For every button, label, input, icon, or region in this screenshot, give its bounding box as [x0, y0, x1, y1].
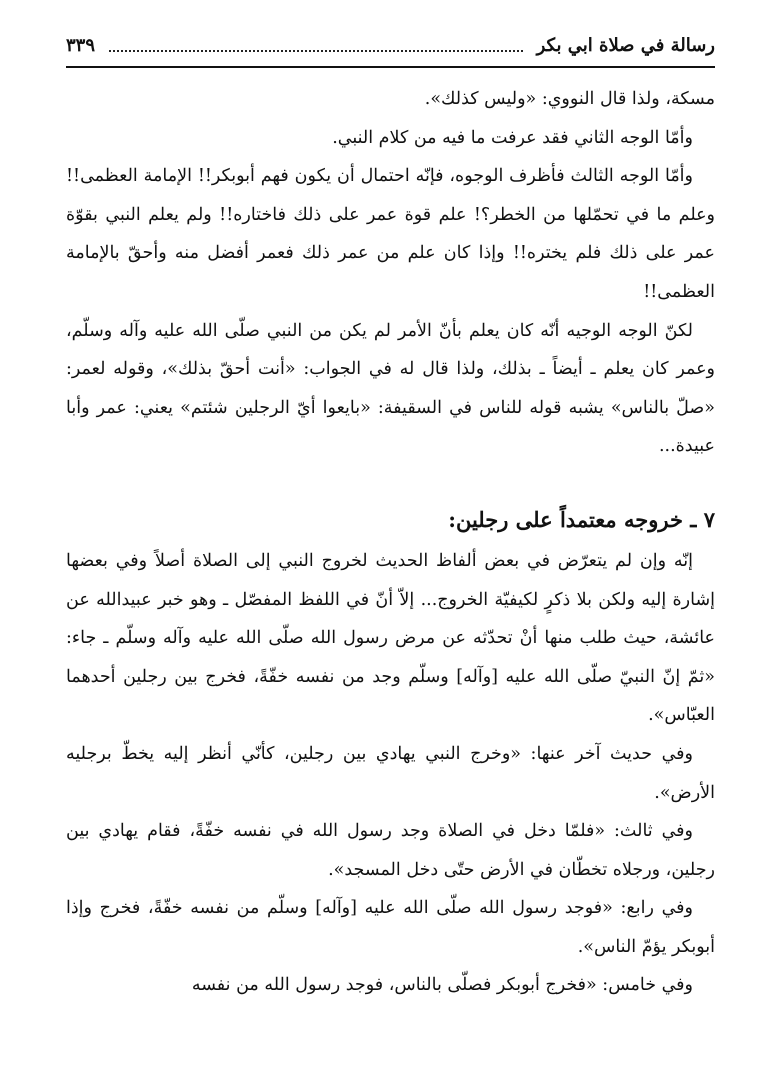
paragraph: وأمّا الوجه الثاني فقد عرفت ما فيه من كلام النبي.	[332, 127, 693, 148]
paragraph: مسكة، ولذا قال النووي: «وليس كذلك».	[424, 89, 715, 109]
paragraph: وفي رابع: «فوجد رسول الله صلّى الله عليه [وآله] وسلّم من نفسه خفّةً، فخرج وإذا أبوبكر يؤمّ الناس».	[66, 898, 715, 957]
paragraph: إنّه وإن لم يتعرّض في بعض ألفاظ الحديث لخروج النبي إلى الصلاة أصلاً وفي بعضها إشارة إليه ولكن بلا ذكرٍ لكيفيّة الخروج... إلاّ أنّ في اللفظ المفصّل ـ وهو خبر عبيدالله عن عائشة، حيث طلب منها أنْ تحدّثه عن مرض رسول الله صلّى الله عليه وآله وسلّم ـ جاء: «ثمّ إنّ النبيّ صلّى الله عليه [وآله] وسلّم وجد من نفسه خفّةً، فخرج بين رجلين أحدهما العبّاس».	[66, 550, 715, 726]
running-header	[66, 28, 715, 62]
paragraph: وفي خامس: «فخرج أبوبكر فصلّى بالناس، فوجد رسول الله من نفسه	[191, 975, 693, 996]
paragraph: وفي ثالث: «فلمّا دخل في الصلاة وجد رسول الله في نفسه خفّةً، فقام يهادي بين رجلين، ورجلاه تخطّان في الأرض حتّى دخل المسجد».	[66, 821, 715, 880]
header-rule	[66, 66, 715, 68]
running-header-title: رسالة في صلاة ابي بكر	[536, 34, 715, 56]
section-heading: ٧ ـ خروجه معتمداً على رجلين:	[448, 506, 715, 532]
section-spacer	[66, 466, 715, 498]
paragraph: وفي حديث آخر عنها: «وخرج النبي يهادي بين رجلين، كأنّي أنظر إليه يخطّ برجليه الأرض».	[66, 743, 715, 803]
page-number: ٣٣٩	[66, 34, 96, 56]
page-body	[66, 80, 715, 1005]
dotted-leader	[109, 50, 523, 52]
paragraph: وأمّا الوجه الثالث فأظرف الوجوه، فإنّه احتمال أن يكون فهم أبوبكر!! الإمامة العظمى!! وعلم ما في تحمّلها من الخطر؟! علم قوة عمر على ذلك فاختاره!! ولم يعلم النبي بقوّة عمر على ذلك فلم يختره!! وإذا كان علم من عمر ذلك فعمر أفضل منه وأحقّ بالإمامة العظمى!!	[66, 166, 715, 302]
paragraph: لكنّ الوجه الوجيه أنّه كان يعلم بأنّ الأمر لم يكن من النبي صلّى الله عليه وآله وسلّم، وعمر كان يعلم ـ أيضاً ـ بذلك، ولذا قال له في الجواب: «أنت أحقّ بذلك»، وقوله لعمر: «صلّ بالناس» يشبه قوله للناس في السقيفة: «بايعوا أيّ الرجلين شئتم» يعني: عمر وأبا عبيدة...	[66, 320, 715, 457]
